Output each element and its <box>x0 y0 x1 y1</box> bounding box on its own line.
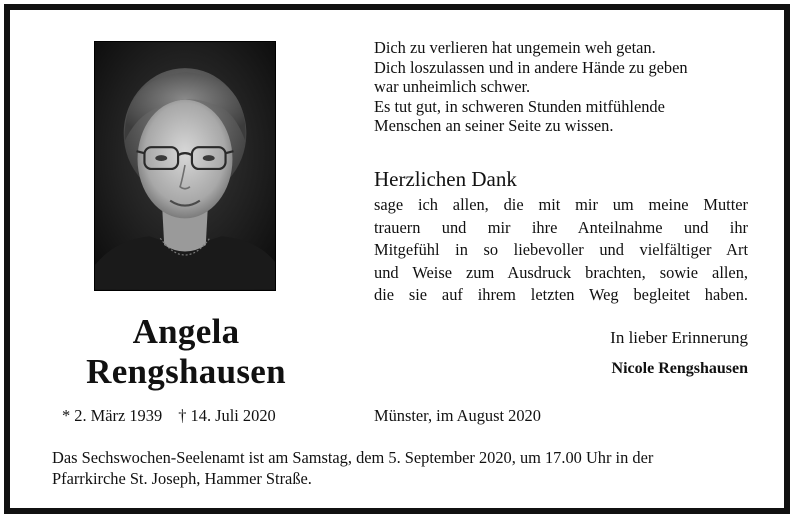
poem-line: Menschen an seiner Seite zu wissen. <box>374 116 614 136</box>
poem-text <box>374 38 754 136</box>
death-date: † 14. Juli 2020 <box>178 406 276 425</box>
life-dates <box>62 406 276 426</box>
birth-date: * 2. März 1939 <box>62 406 163 425</box>
thanks-line: sage ich allen, die mit mir um meine Mutter <box>374 195 748 214</box>
place-and-date: Münster, im August 2020 <box>374 406 541 425</box>
deceased-first-name: Angela <box>132 312 240 351</box>
signer-name: Nicole Rengshausen <box>611 360 748 377</box>
thanks-line: die sie auf ihrem letzten Weg begleitet haben. <box>374 285 748 304</box>
portrait-photo <box>94 41 276 291</box>
poem-line: war unheimlich schwer. <box>374 77 531 97</box>
thanks-heading: Herzlichen Dank <box>374 167 517 191</box>
deceased-last-name: Rengshausen <box>86 352 286 391</box>
service-line: Das Sechswochen-Seelenamt ist am Samstag, dem 5. September 2020, um 17.00 Uhr in der <box>52 448 654 467</box>
thanks-text <box>374 194 748 307</box>
thanks-line: Mitgefühl in so liebevoller und vielfältiger Art <box>374 240 748 259</box>
thanks-line: und Weise zum Ausdruck brachten, sowie allen, <box>374 262 748 282</box>
poem-line: Dich zu verlieren hat ungemein weh getan. <box>374 38 656 57</box>
poem-line: Es tut gut, in schweren Stunden mitfühlende <box>374 96 665 116</box>
thanks-line: trauern und mir ihre Anteilnahme und ihr <box>374 217 748 237</box>
service-announcement <box>52 447 750 489</box>
poem-line: Dich loszulassen und in andere Hände zu geben <box>374 57 688 77</box>
service-line: Pfarrkirche St. Joseph, Hammer Straße. <box>52 469 312 488</box>
remembrance-text: In lieber Erinnerung <box>610 328 748 347</box>
portrait-photo-icon <box>95 42 275 290</box>
